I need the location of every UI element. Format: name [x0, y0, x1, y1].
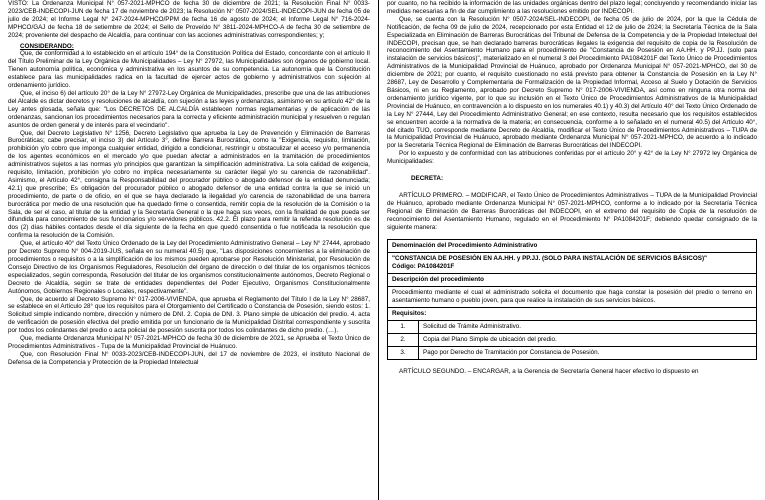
- procedure-table: [387, 239, 757, 359]
- requisito-text: Pago por Derecho de Tramitación por Constancia de Posesión.: [419, 346, 757, 359]
- descripcion-label: Descripción del procedimiento: [388, 274, 757, 287]
- table-row: [388, 253, 757, 274]
- requisito-num: 3.: [388, 346, 419, 359]
- column-divider: [378, 0, 379, 500]
- articulo-primero: ARTÍCULO PRIMERO. – MODIFICAR, el Texto Único de Procedimientos Administrativos – TUPA de la Municipalidad Provincial de Huánuco, aprobado mediante Ordenanza Municipal N° 057-2021-MPHCO, conforme a lo indicado por la Secretaría Técnica Regional de Eliminación de Barreras Burocráticas del INDECOPI, en el extremo del requisito de Copia de la resolución de reconocimiento del Asentamiento Humano, regulado en el Procedimiento N° PA1084201F; debiendo quedar consignado de la siguiente manera:: [387, 191, 757, 231]
- table-row: [388, 240, 757, 253]
- considerando-p1: Que, de conformidad a lo establecido en el artículo 194° de la Constitución Política del Estado, concordante con el artículo II del Título Preliminar de la Ley Orgánica de Municipalidades – Ley N° 27972, las Municipalidades son órganos de gobierno local. Tienen autonomía política, económica y administrativa en los asuntos de su competencia. La autonomía que la Constitución establece para las municipalidades radica en la facultad de ejercer actos de gobierno y administrativos con sujeción al ordenamiento jurídico.: [8, 50, 370, 90]
- table-row: [388, 333, 757, 346]
- descripcion-value: Procedimiento mediante el cual el administrado solicita el documento que haga constar la posesión del predio o terreno en asentamiento humano o pueblo joven, para que realice la instalación de sus servicios básicos.: [388, 287, 757, 308]
- table-row: [388, 320, 757, 333]
- requisito-num: 2.: [388, 333, 419, 346]
- left-column: [8, 0, 370, 500]
- requisito-text: Copia del Plano Simple de ubicación del predio.: [419, 333, 757, 346]
- table-row: [388, 346, 757, 359]
- requisitos-label: Requisitos:: [388, 307, 757, 320]
- right-p3: Por lo expuesto y de conformidad con las atribuciones conferidas por el artículo 20° y 42° de la Ley N° 27972 ley Orgánica de Municipalidades:: [387, 150, 757, 166]
- right-column: [387, 0, 757, 500]
- considerando-p4: Que, el artículo 40° del Texto Único Ordenado de la Ley del Procedimiento Administrativo General – Ley N° 27444, aprobado por Decreto Supremo N° 004-2019-JUS, señala en su numeral 40.5) que, "Las disposiciones concernientes a la eliminación de procedimientos o requisitos o a la simplificación de los mismos pueden aprobarse por Resolución Ministerial, por Resolución de Consejo Directivo de los Organismos Reguladores, Resolución del órgano de dirección o del titular de los organismos técnicos especializados, según corresponda, Resolución del titular de los organismos constitucionalmente autónomos, Decreto Regional o Decreto de Alcaldía, según se trate de entidades dependientes del Poder Ejecutivo, Organismos Constitucionalmente Autónomos, Gobiernos Regionales o Locales, respectivamente".: [8, 240, 370, 295]
- right-p1: por cuanto, no ha recibido la información de las unidades orgánicas dentro del plazo legal; concluyendo y recomendando iniciar las medidas necesarias a fin de dar cumplimiento a las resoluciones emitido por INDECOPI.: [387, 0, 757, 15]
- codigo-value: Código: PA1084201F: [392, 263, 455, 271]
- considerando-heading: CONSIDERANDO:: [20, 42, 74, 50]
- left-margin: [0, 0, 8, 500]
- denominacion-label: Denominación del Procedimiento Administrativo: [388, 240, 757, 253]
- table-row: [388, 307, 757, 320]
- visto-paragraph: VISTO: La Ordenanza Municipal N° 057-2021-MPHCO de fecha 30 de diciembre de 2021; la Resolución Final N° 0033-2023/CEB-INDECOPI-JUN de fecha 17 de noviembre de 2023; la Resolución N° 0507-2024/SEL-INDECOPI-JUN de fecha 05 de julio de 2024; el Informe Legal N° 247-2024-MPHCO/PPM de fecha 16 de agosto de 2024; el Informe Legal N° 716-2024-MPHCO/GAJ de fecha 18 de setiembre de 2024; el Sello de Proveído N° 3811-2024-MPHCO-A de fecha 30 de setiembre de 2024; proveniente del despacho de Alcaldía, para continuar con las acciones administrativas correspondientes; y;: [8, 0, 370, 39]
- considerando-p3: Que, del Decreto Legislativo N° 1256, Decreto Legislativo que aprueba la Ley de Prevención y Eliminación de Barreras Burocráticas; cabe precisar, el inciso 3) del Artículo 3°, define Barrera Burocrática, como la "Exigencia, requisito, limitación, prohibición y/o cobro que imponga cualquier entidad, dirigido a condicionar, restringir u obstaculizar el acceso y/o permanencia de los agentes económicos en el mercado y/o que puedan afectar a administrados en la tramitación de procedimientos administrativos sujetos a las normas y/o principios que garantizan la simplificación administrativa. La sola calidad de exigencia, requisito, limitación, prohibición y/o cobro no implica necesariamente su carácter ilegal y/o su carencia de razonabilidad". Asimismo, el Artículo 42°, consigna la Responsabilidad del procurador público o abogado defensor de la entidad denunciada; 42.1) que prescribe; Es obligación del procurador público o abogado defensor de una entidad contra la que se inició un procedimiento, de parte o de oficio, en el que se haya declarado la ilegalidad y/o carencia de razonabilidad de una barrera burocrática por medio de una resolución que ha quedado firme o consentida, remitir copia de la resolución de la Comisión o la Sala, de ser el caso, al titular de la entidad y la Secretaría General o la que haga sus veces, con la finalidad de que pueda ser difundida para conocimiento de sus funcionarios y/o servidores públicos. 42.2. El plazo para remitir la referida resolución es de dos (2) días hábiles contados desde el día siguiente de la fecha en que quedó consentida o fue notificada la resolución que confirma la resolución de la Comisión.: [8, 129, 370, 240]
- requisito-num: 1.: [388, 320, 419, 333]
- requisito-text: Solicitud de Trámite Administrativo.: [419, 320, 757, 333]
- decreta-heading: DECRETA:: [411, 175, 444, 183]
- table-row: [388, 274, 757, 287]
- articulo-segundo: ARTÍCULO SEGUNDO. – ENCARGAR, a la Gerencia de Secretaría General hacer efectivo lo dispuesto en: [399, 367, 699, 375]
- right-p2: Que, se cuenta con la Resolución N° 0507-2024/SEL-INDECOPI, de fecha 05 de julio de 2024, por la que la Cédula de Notificación, de fecha 09 de julio de 2024, recepcionado por esta Entidad el 12 de julio de 2024; la Secretaría Técnica de la Sala Especializada en Eliminación de Barreras Burocráticas del Tribunal de Defensa de la Competencia y de la Propiedad Intelectual del INDECOPI, precisan que, se han declarado barreras burocráticas ilegales la exigencia del requisito de copia de la Resolución de reconocimiento del Asentamiento Humano para el procedimiento de "Constancia de Posesión en AA.HH. y PP.JJ. (solo para instalación de servicios básicos)", materializado en el numeral 3 del Procedimiento PA1084201F del Texto Único de Procedimientos Administrativos de la Municipalidad Provincial de Huánuco, aprobado por Ordenanza Municipal N° 057-2021-MPHCO, del 30 de diciembre de 2021; por cuanto, el requisito cuestionado no está previsto para obtener la Constancia de Posesión en la Ley N° 28687, Ley de Desarrollo y Complementaria de Formalización de la Propiedad Informal, Acceso al Suelo y Dotación de Servicios Básicos, ni en su Reglamento, aprobado por Decreto Supremo N° 017-2006-VIVIENDA, así como en ninguna otra norma del ordenamiento jurídico vigente, por lo que su inclusión en el Texto Único de Procedimientos Administrativos de la Municipalidad Provincial de Huánuco, en contravención a lo dispuesto en los numerales 40.1) y 40.3) del Artículo 40° del Texto Único Ordenado de la Ley N° 27444, Ley del Procedimiento Administrativo General; en ese contexto, resulta necesario que los requisitos establecidos se encuentren acorde a la normativa de la materia; en consecuencia, conforme a lo señalado en el numeral 40.5) del Artículo 40°, del citado TUO, corresponde mediante Decreto de Alcaldía, modificar el Texto Único de Procedimientos Administrativos – TUPA de la Municipalidad Provincial de Huánuco, aprobado mediante Ordenanza Municipal N° 057-2021-MPHCO, de acuerdo a lo indicado por la Secretaría Técnica Regional de Eliminación de Barreras Burocráticas del INDECOPI.: [387, 15, 757, 150]
- considerando-p6: Que, mediante Ordenanza Municipal N° 057-2021-MPHCO de fecha 30 de diciembre de 2021, se Aprueba el Texto Único de Procedimientos Administrativos - Tupa de la Municipalidad Provincial de Huánuco.: [8, 335, 370, 350]
- denominacion-value: "CONSTANCIA DE POSESIÓN EN AA.HH. y PP.JJ. (SOLO PARA INSTALACIÓN DE SERVICIOS BÁSICOS)": [392, 255, 708, 263]
- denominacion-cell: [388, 253, 757, 274]
- considerando-p7: Que, con Resolución Final N° 0033-2023/CEB-INDECOPI-JUN, del 17 de noviembre de 2023, el instituto Nacional de Defensa de la Competencia y Protección de la Propiedad Intelectual: [8, 350, 370, 366]
- table-row: [388, 287, 757, 308]
- considerando-p2: Que, el inciso 6) del artículo 20° de la Ley N° 27972-Ley Orgánica de Municipalidades, prescribe que una de las atribuciones del Alcalde es dictar decretos y resoluciones de alcaldía, con sujeción a las leyes y ordenanzas, asimismo en su artículo 42° de la Ley antes glosada, señala que: "Los DECRETOS DE ALCALDÍA establecen normas reglamentarias y de aplicación de las ordenanzas, sancionan los procedimientos necesarios para la correcta y eficiente administración municipal y resuelven o regulan asuntos de orden general y de interés para el vecindario".: [8, 89, 370, 129]
- considerando-p5: Que, de acuerdo al Decreto Supremo N° 017-2006-VIVIENDA, que aprueba el Reglamento del Título I de la Ley N° 28687, se establece en el Artículo 28° que los requisitos para el Otorgamiento del Certificado o Constancia de Posesión, siendo estos: 1. Solicitud simple indicando nombre, dirección y número de DNI. 2. Copia de DNI. 3. Plano simple de ubicación del predio. 4. acta de verificación de posesión efectiva del predio emitida por un funcionario de la Municipalidad Distrital correspondiente y suscrita por todos los colindantes del predio o acta policial de posesión suscrita por todos los colindantes de dicho predio. (…).: [8, 295, 370, 335]
